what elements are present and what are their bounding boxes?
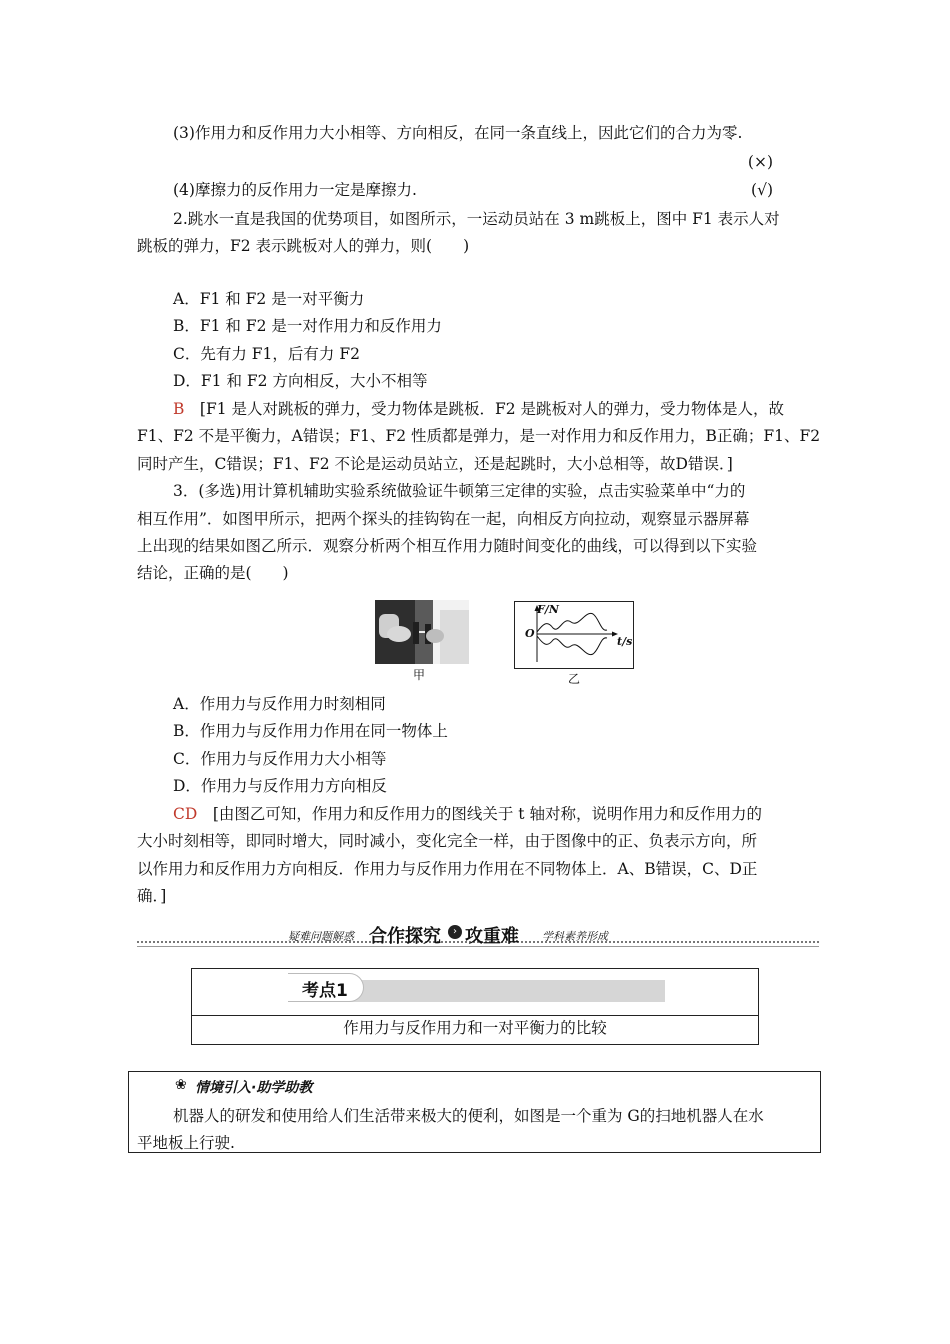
banner-right-text: 学科素养形成 [542, 930, 608, 943]
q2-stem-1: 2.跳水一直是我国的优势项目，如图所示，一运动员站在 3 m跳板上，图中 F1 表示人对 [173, 210, 780, 228]
q3-explain-1-text: [由图乙可知，作用力和反作用力的图线关于 t 轴对称，说明作用力和反作用力的 [212, 805, 762, 823]
scene-line-2: 平地板上行驶. [137, 1134, 235, 1152]
scene-box [128, 1071, 821, 1153]
q3-stem-2: 相互作用”．如图甲所示，把两个探头的挂钩钩在一起，向相反方向拉动，观察显示器屏幕 [137, 510, 750, 528]
kaodian-label: 考点1 [302, 981, 348, 1001]
scene-line-1: 机器人的研发和使用给人们生活带来极大的便利，如图是一个重为 G的扫地机器人在水 [173, 1107, 764, 1125]
q3-stem-4: 结论，正确的是( ) [137, 564, 289, 582]
banner-main-1: 合作探究 [369, 926, 441, 947]
q1-item4: (4)摩擦力的反作用力一定是摩擦力. [173, 181, 417, 199]
q1-item3-mark: (×) [747, 153, 773, 171]
banner-arrow-icon: › [448, 925, 462, 939]
q3-stem-1: 3．(多选)用计算机辅助实验系统做验证牛顿第三定律的实验，点击实验菜单中“力的 [173, 482, 746, 500]
q3-explain-2: 大小时刻相等，即同时增大，同时减小，变化完全一样，由于图像中的正、负表示方向，所 [137, 832, 758, 850]
q3-option-a: A．作用力与反作用力时刻相同 [173, 695, 386, 713]
figure-yi-caption: 乙 [568, 672, 581, 686]
q3-stem-3: 上出现的结果如图乙所示．观察分析两个相互作用力随时间变化的曲线，可以得到以下实验 [137, 537, 758, 555]
q1-item3: (3)作用力和反作用力大小相等、方向相反，在同一条直线上，因此它们的合力为零. [173, 124, 743, 142]
section-banner [137, 922, 819, 948]
scene-icon: ❀ [175, 1077, 187, 1093]
q1-item4-mark: (√) [751, 181, 773, 199]
axis-y-label: F/N [537, 603, 559, 616]
q2-explain-1 [173, 399, 853, 419]
axis-x-label: t/s [617, 635, 633, 648]
q2-explain-1-text: [F1 是人对跳板的弹力，受力物体是跳板．F2 是跳板对人的弹力，受力物体是人，故 [199, 400, 785, 418]
figure-jia-caption: 甲 [413, 668, 426, 682]
q3-explain-1 [173, 804, 853, 824]
q2-stem-2: 跳板的弹力，F2 表示跳板对人的弹力，则( ) [137, 237, 470, 255]
q3-option-d: D．作用力与反作用力方向相反 [173, 777, 387, 795]
q3-option-b: B．作用力与反作用力作用在同一物体上 [173, 722, 448, 740]
q2-option-b: B．F1 和 F2 是一对作用力和反作用力 [173, 317, 442, 335]
q3-explain-4: 确．] [137, 887, 167, 905]
kaodian-divider [192, 1015, 758, 1016]
banner-main-2: 攻重难 [465, 926, 519, 947]
q2-option-d: D．F1 和 F2 方向相反，大小不相等 [173, 372, 428, 390]
figure-jia-photo [375, 600, 469, 664]
q2-option-a: A．F1 和 F2 是一对平衡力 [173, 290, 365, 308]
q3-explain-3: 以作用力和反作用力方向相反．作用力与反作用力作用在不同物体上．A、B错误，C、D正 [137, 860, 758, 878]
scene-header: 情境引入·助学助教 [195, 1080, 313, 1096]
q3-answer: CD [173, 805, 198, 823]
q2-explain-2: F1、F2 不是平衡力，A错误；F1、F2 性质都是弹力，是一对作用力和反作用力，B正确；F1、F2 [137, 427, 821, 445]
kaodian-title: 作用力与反作用力和一对平衡力的比较 [343, 1019, 607, 1037]
hands-illustration [375, 600, 469, 664]
axis-origin-label: O [525, 627, 535, 640]
q3-option-c: C．作用力与反作用力大小相等 [173, 750, 387, 768]
q2-explain-3: 同时产生，C错误；F1、F2 不论是运动员站立，还是起跳时，大小总相等，故D错误．] [137, 455, 733, 473]
kaodian-box [191, 968, 759, 1045]
figure-yi-graph [514, 601, 634, 669]
q2-option-c: C．先有力 F1，后有力 F2 [173, 345, 360, 363]
q2-answer: B [173, 400, 185, 418]
banner-left-text: 疑难问题解惑 [288, 930, 354, 943]
